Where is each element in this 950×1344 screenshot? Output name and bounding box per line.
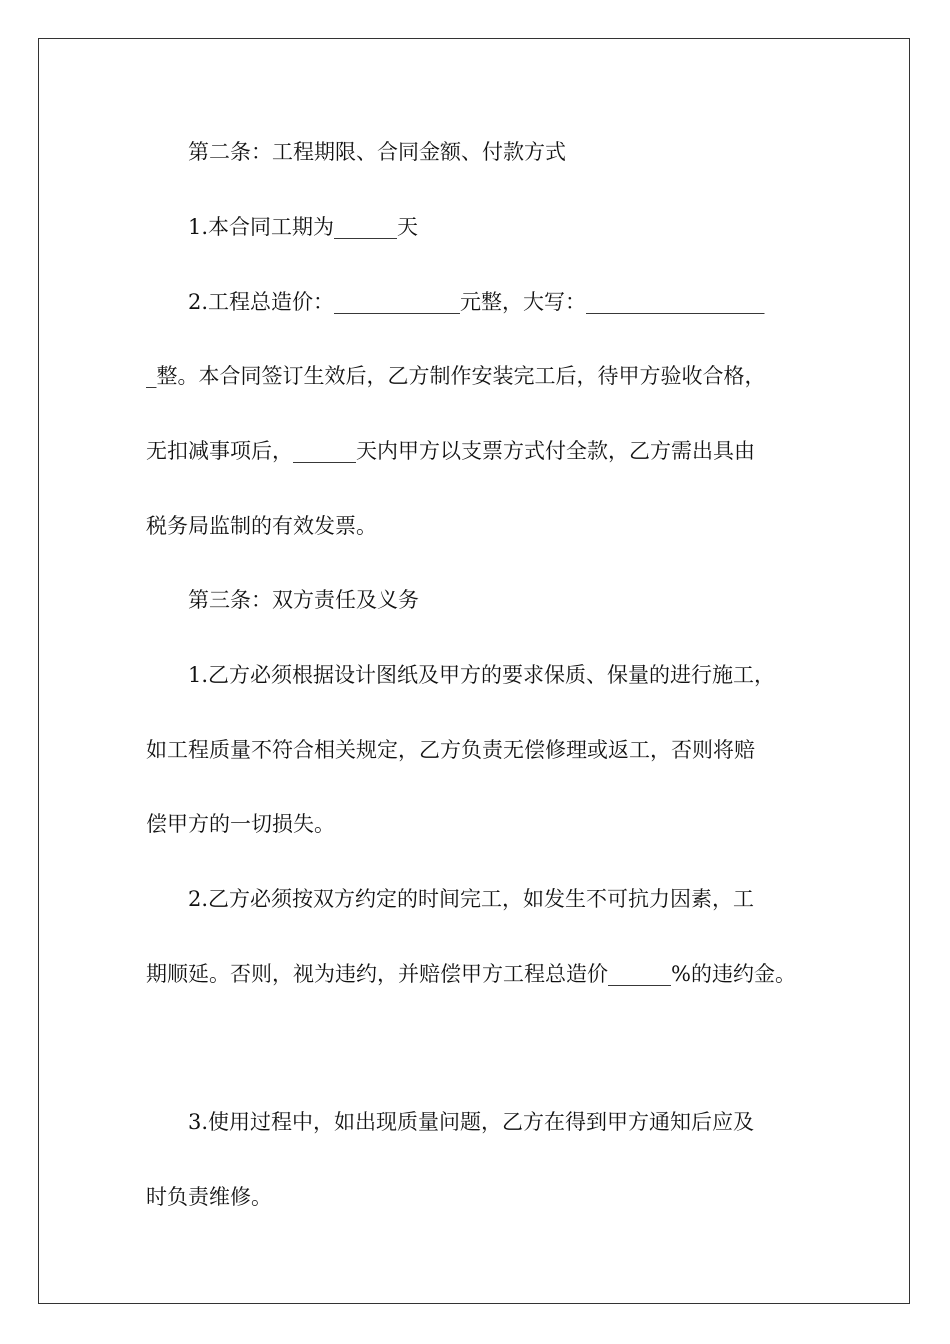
clause-3-3-line-1: 3.使用过程中，如出现质量问题，乙方在得到甲方通知后应及 [188, 1110, 755, 1134]
article-3-heading: 第三条：双方责任及义务 [188, 588, 419, 612]
clause-2-2-line-2: _整。本合同签订生效后，乙方制作安装完工后，待甲方验收合格， [146, 364, 766, 388]
clause-3-1-line-3: 偿甲方的一切损失。 [146, 812, 335, 836]
clause-3-1-line-1: 1.乙方必须根据设计图纸及甲方的要求保质、保量的进行施工， [188, 663, 776, 687]
clause-2-2-line-1: 2.工程总造价：____________元整，大写：_________________ [188, 290, 765, 314]
clause-3-1-line-2: 如工程质量不符合相关规定，乙方负责无偿修理或返工，否则将赔 [146, 738, 755, 762]
article-2-heading: 第二条：工程期限、合同金额、付款方式 [188, 140, 566, 164]
clause-2-2-line-4: 税务局监制的有效发票。 [146, 514, 377, 538]
clause-3-2-line-1: 2.乙方必须按双方约定的时间完工，如发生不可抗力因素，工 [188, 887, 755, 911]
clause-2-1: 1.本合同工期为______天 [188, 215, 419, 239]
clause-2-2-line-3: 无扣减事项后，______天内甲方以支票方式付全款，乙方需出具由 [146, 439, 755, 463]
clause-3-3-line-2: 时负责维修。 [146, 1185, 272, 1209]
clause-3-2-line-2: 期顺延。否则，视为违约，并赔偿甲方工程总造价______%的违约金。 [146, 962, 796, 986]
